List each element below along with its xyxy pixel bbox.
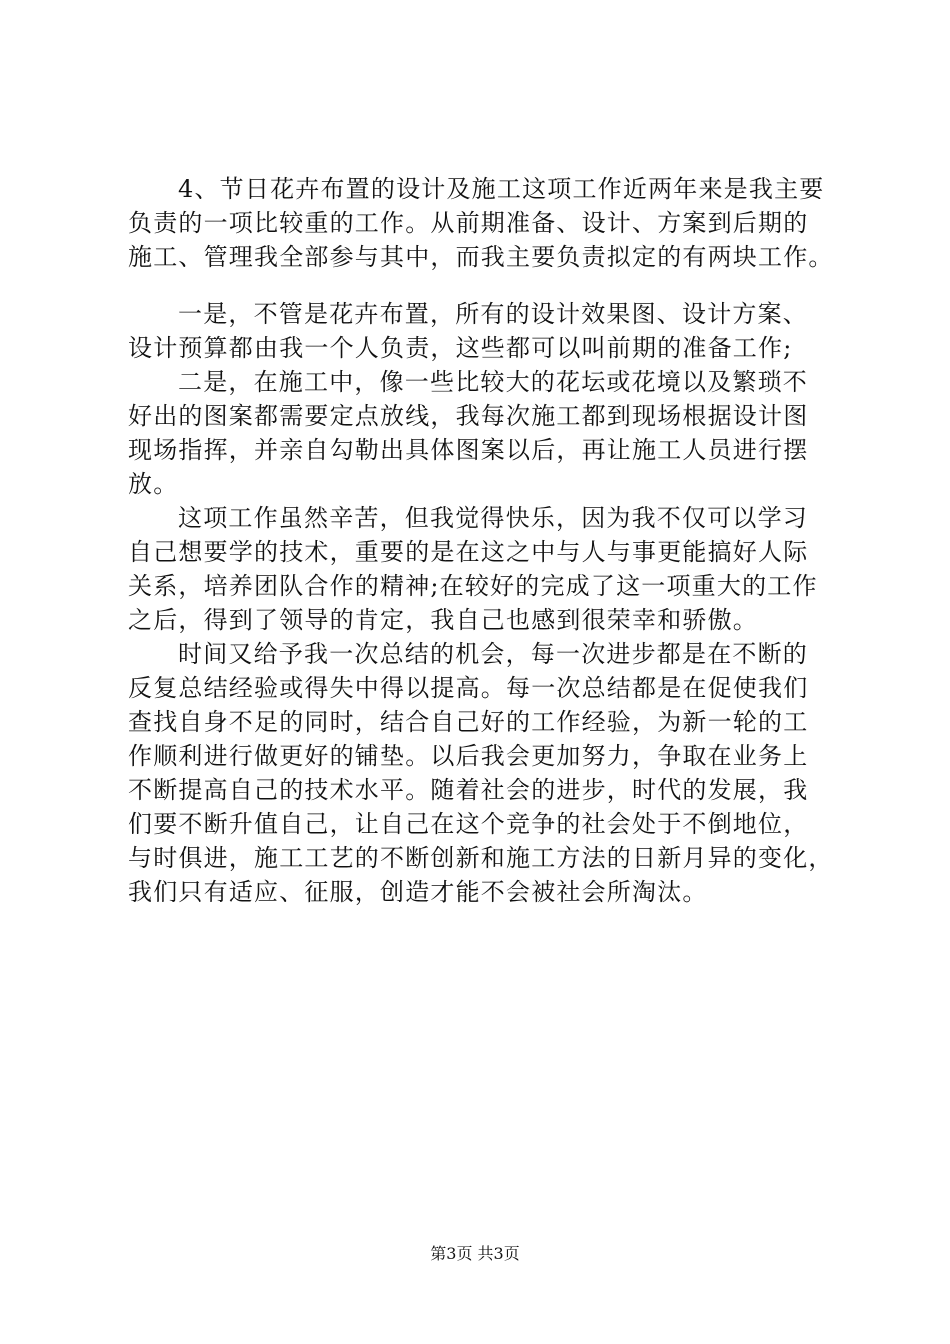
- paragraph-line: 时间又给予我一次总结的机会，每一次进步都是在不断的: [178, 640, 808, 668]
- paragraph-line: 放。: [128, 470, 179, 498]
- paragraph-line: 4、节日花卉布置的设计及施工这项工作近两年来是我主要: [178, 175, 825, 203]
- paragraph-line: 查找自身不足的同时，结合自己好的工作经验，为新一轮的工: [128, 708, 809, 736]
- paragraph-line: 负责的一项比较重的工作。从前期准备、设计、方案到后期的: [128, 209, 809, 237]
- paragraph-line: 设计预算都由我一个人负责，这些都可以叫前期的准备工作;: [128, 334, 793, 362]
- paragraph-line: 一是，不管是花卉布置，所有的设计效果图、设计方案、: [178, 300, 808, 328]
- paragraph-line: 我们只有适应、征服，创造才能不会被社会所淘汰。: [128, 878, 708, 906]
- paragraph-line: 之后，得到了领导的肯定，我自己也感到很荣幸和骄傲。: [128, 606, 758, 634]
- paragraph-line: 反复总结经验或得失中得以提高。每一次总结都是在促使我们: [128, 674, 809, 702]
- paragraph-line: 现场指挥，并亲自勾勒出具体图案以后，再让施工人员进行摆: [128, 436, 809, 464]
- paragraph-line: 不断提高自己的技术水平。随着社会的进步，时代的发展，我: [128, 776, 809, 804]
- paragraph-line: 二是，在施工中，像一些比较大的花坛或花境以及繁琐不: [178, 368, 808, 396]
- paragraph-line: 好出的图案都需要定点放线，我每次施工都到现场根据设计图: [128, 402, 809, 430]
- paragraph-line: 自己想要学的技术，重要的是在这之中与人与事更能搞好人际: [128, 538, 809, 566]
- paragraph-line: 作顺利进行做更好的铺垫。以后我会更加努力，争取在业务上: [128, 742, 809, 770]
- paragraph-line: 与时俱进，施工工艺的不断创新和施工方法的日新月异的变化，: [128, 844, 834, 872]
- paragraph-line: 施工、管理我全部参与其中，而我主要负责拟定的有两块工作。: [128, 243, 834, 271]
- page-footer: 第3页 共3页: [430, 1244, 520, 1263]
- paragraph-line: 关系，培养团队合作的精神;在较好的完成了这一项重大的工作: [128, 572, 818, 600]
- paragraph-line: 这项工作虽然辛苦，但我觉得快乐，因为我不仅可以学习: [178, 504, 808, 532]
- paragraph-line: 们要不断升值自己，让自己在这个竞争的社会处于不倒地位，: [128, 810, 809, 838]
